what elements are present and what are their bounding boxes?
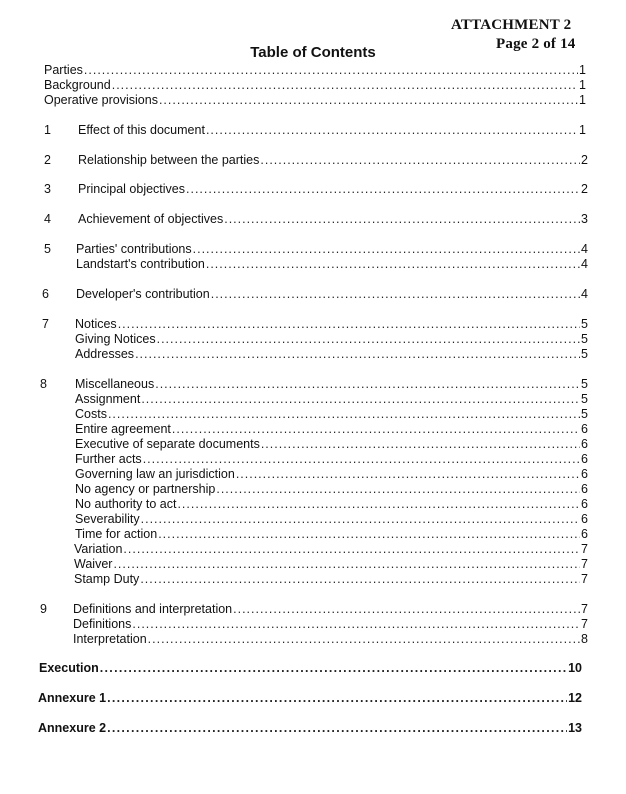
toc-page-number: 5 — [581, 377, 588, 391]
leader-dots — [155, 377, 580, 392]
toc-entry-label: Parties' contributions — [76, 242, 192, 256]
leader-dots — [148, 632, 580, 647]
toc-entry-label: Addresses — [75, 347, 135, 361]
toc-entry-label: Definitions — [73, 617, 132, 631]
leader-dots — [206, 123, 578, 138]
leader-dots — [141, 512, 580, 527]
toc-entry-no-authority[interactable] — [75, 497, 588, 512]
leader-dots — [206, 257, 580, 272]
leader-dots — [177, 497, 580, 512]
toc-entry-label: Relationship between the parties — [78, 153, 260, 167]
toc-entry-label: Effect of this document — [78, 123, 205, 137]
toc-entry-definitions-interpretation[interactable] — [73, 602, 588, 617]
leader-dots — [261, 437, 580, 452]
leader-dots — [186, 182, 580, 197]
toc-entry-label: Annexure 2 — [38, 721, 107, 735]
leader-dots — [135, 347, 580, 362]
toc-entry-label: Entire agreement — [75, 422, 171, 436]
toc-entry-parties-contributions[interactable] — [76, 242, 588, 257]
toc-entry-label: Variation — [74, 542, 123, 556]
toc-entry-label: Giving Notices — [75, 332, 156, 346]
leader-dots — [158, 527, 580, 542]
toc-page-number: 1 — [579, 123, 586, 137]
toc-page-number: 6 — [581, 422, 588, 436]
leader-dots — [143, 452, 580, 467]
leader-dots — [236, 467, 580, 482]
toc-entry-no-agency[interactable] — [75, 482, 588, 497]
toc-entry-annexure-1[interactable] — [38, 691, 582, 706]
leader-dots — [132, 617, 580, 632]
leader-dots — [233, 602, 580, 617]
toc-entry-label: Execution — [39, 661, 99, 675]
toc-page-number: 5 — [581, 332, 588, 346]
toc-page-number: 7 — [581, 602, 588, 616]
toc-entry-label: Waiver — [74, 557, 113, 571]
toc-entry-addresses[interactable] — [75, 347, 588, 362]
toc-entry-notices[interactable] — [75, 317, 588, 332]
toc-entry-label: Principal objectives — [78, 182, 185, 196]
toc-entry-label: Costs — [75, 407, 107, 421]
toc-entry-waiver[interactable] — [74, 557, 588, 572]
toc-entry-label: Annexure 1 — [38, 691, 107, 705]
toc-page-number: 4 — [581, 242, 588, 256]
leader-dots — [216, 482, 580, 497]
toc-entry-label: Further acts — [75, 452, 142, 466]
toc-page-number: 12 — [568, 691, 582, 705]
section-number: 9 — [40, 602, 47, 616]
toc-entry-parties[interactable] — [44, 63, 586, 78]
toc-page-number: 7 — [581, 557, 588, 571]
toc-entry-label: Stamp Duty — [74, 572, 140, 586]
toc-entry-governing-law[interactable] — [75, 467, 588, 482]
leader-dots — [260, 153, 580, 168]
toc-entry-time-for-action[interactable] — [75, 527, 588, 542]
toc-page-number: 6 — [581, 527, 588, 541]
toc-page-number: 3 — [581, 212, 588, 226]
toc-entry-stamp-duty[interactable] — [74, 572, 588, 587]
leader-dots — [193, 242, 580, 257]
toc-entry-label: Interpretation — [73, 632, 147, 646]
toc-page-number: 2 — [581, 182, 588, 196]
section-number: 4 — [44, 212, 51, 226]
toc-page-number: 4 — [581, 287, 588, 301]
toc-entry-interpretation[interactable] — [73, 632, 588, 647]
toc-entry-label: Miscellaneous — [75, 377, 155, 391]
toc-entry-costs[interactable] — [75, 407, 588, 422]
toc-entry-label: Governing law an jurisdiction — [75, 467, 235, 481]
toc-page-number: 7 — [581, 617, 588, 631]
toc-entry-label: Time for action — [75, 527, 158, 541]
section-number: 3 — [44, 182, 51, 196]
toc-entry-label: Operative provisions — [44, 93, 158, 107]
leader-dots — [107, 721, 567, 736]
section-number: 2 — [44, 153, 51, 167]
toc-page-number: 1 — [579, 63, 586, 77]
toc-page-number: 1 — [579, 93, 586, 107]
leader-dots — [118, 317, 580, 332]
toc-page-number: 1 — [579, 78, 586, 92]
toc-entry-developer-contribution[interactable] — [76, 287, 588, 302]
toc-entry-label: No agency or partnership — [75, 482, 216, 496]
page-title: Table of Contents — [250, 44, 376, 61]
leader-dots — [172, 422, 580, 437]
toc-page-number: 5 — [581, 317, 588, 331]
toc-entry-definitions[interactable] — [73, 617, 588, 632]
toc-entry-label: Notices — [75, 317, 117, 331]
leader-dots — [108, 407, 580, 422]
toc-entry-effect-of-this-document[interactable] — [78, 123, 586, 138]
leader-dots — [211, 287, 580, 302]
toc-entry-label: Achievement of objectives — [78, 212, 224, 226]
toc-entry-annexure-2[interactable] — [38, 721, 582, 736]
toc-page-number: 7 — [581, 572, 588, 586]
toc-entry-severability[interactable] — [75, 512, 588, 527]
toc-entry-label: Developer's contribution — [76, 287, 210, 301]
toc-page-number: 6 — [581, 497, 588, 511]
toc-page-number: 10 — [568, 661, 582, 675]
toc-entry-giving-notices[interactable] — [75, 332, 588, 347]
toc-page-number: 2 — [581, 153, 588, 167]
toc-entry-further-acts[interactable] — [75, 452, 588, 467]
leader-dots — [141, 392, 580, 407]
attachment-label: ATTACHMENT 2 — [451, 17, 572, 33]
leader-dots — [100, 661, 567, 676]
toc-page-number: 6 — [581, 467, 588, 481]
toc-entry-achievement[interactable] — [78, 212, 588, 227]
leader-dots — [113, 557, 580, 572]
toc-entry-execution[interactable] — [39, 661, 582, 676]
section-number: 7 — [42, 317, 49, 331]
toc-entry-executive-separate-documents[interactable] — [75, 437, 588, 452]
leader-dots — [123, 542, 580, 557]
toc-page-number: 7 — [581, 542, 588, 556]
toc-entry-operative-provisions[interactable] — [44, 93, 586, 108]
toc-page-number: 5 — [581, 392, 588, 406]
page-indicator: Page 2 of 14 — [496, 36, 576, 52]
toc-page-number: 8 — [581, 632, 588, 646]
toc-entry-background[interactable] — [44, 78, 586, 93]
toc-entry-label: Parties — [44, 63, 83, 77]
leader-dots — [112, 78, 578, 93]
toc-entry-label: No authority to act — [75, 497, 177, 511]
section-number: 1 — [44, 123, 51, 137]
toc-entry-landstart-contribution[interactable] — [76, 257, 588, 272]
toc-page-number: 5 — [581, 347, 588, 361]
toc-entry-relationship[interactable] — [78, 153, 588, 168]
toc-page-number: 5 — [581, 407, 588, 421]
toc-page-number: 4 — [581, 257, 588, 271]
section-number: 8 — [40, 377, 47, 391]
toc-entry-entire-agreement[interactable] — [75, 422, 588, 437]
toc-entry-variation[interactable] — [74, 542, 588, 557]
toc-page-number: 6 — [581, 512, 588, 526]
leader-dots — [224, 212, 580, 227]
toc-page-number: 13 — [568, 721, 582, 735]
toc-entry-label: Severability — [75, 512, 140, 526]
section-number: 5 — [44, 242, 51, 256]
leader-dots — [84, 63, 578, 78]
section-number: 6 — [42, 287, 49, 301]
toc-entry-label: Background — [44, 78, 111, 92]
leader-dots — [107, 691, 567, 706]
leader-dots — [140, 572, 580, 587]
toc-entry-assignment[interactable] — [75, 392, 588, 407]
leader-dots — [157, 332, 580, 347]
toc-entry-principal-objectives[interactable] — [78, 182, 588, 197]
leader-dots — [159, 93, 578, 108]
toc-entry-label: Definitions and interpretation — [73, 602, 233, 616]
toc-entry-miscellaneous[interactable] — [75, 377, 588, 392]
toc-page-number: 6 — [581, 452, 588, 466]
toc-entry-label: Executive of separate documents — [75, 437, 260, 451]
toc-entry-label: Assignment — [75, 392, 141, 406]
toc-page-number: 6 — [581, 437, 588, 451]
toc-entry-label: Landstart's contribution — [76, 257, 205, 271]
toc-page-number: 6 — [581, 482, 588, 496]
